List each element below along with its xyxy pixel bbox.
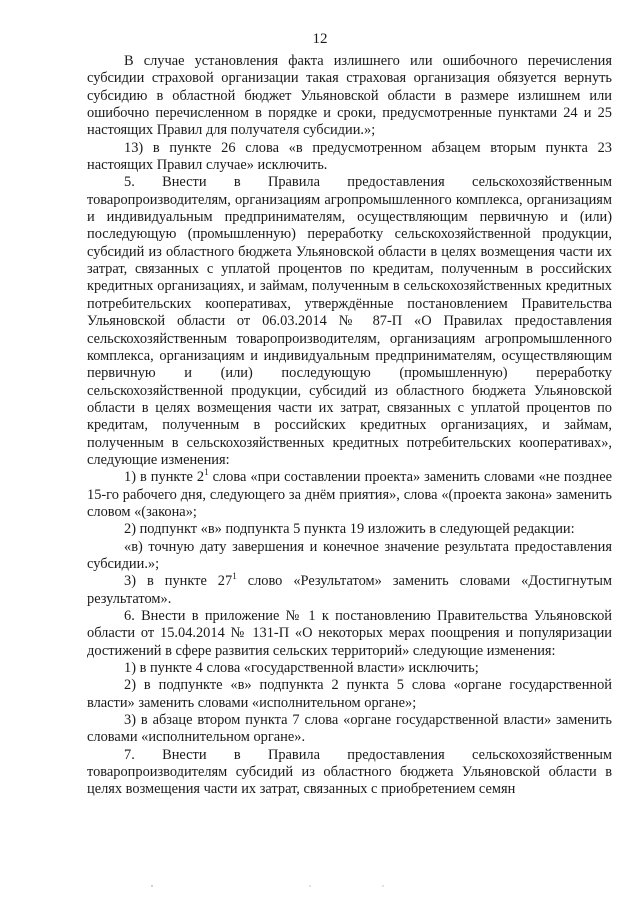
document-body — [87, 53, 612, 799]
paragraph-section-6-item-3: 3) в абзаце втором пункта 7 слова «органе государственной власти» заменить словами «исполнительном органе». — [87, 712, 612, 746]
paragraph-section-5-item-2-quote: «в) точную дату завершения и конечное значение результата предоставления субсидии.»; — [87, 538, 612, 572]
paragraph-subsidy-refund: В случае установления факта излишнего или ошибочного перечисления субсидии страховой организации такая страховая организация обязуется вернуть субсидию в областной бюджет Ульяновской области в размере излишнем или ошибочно перечисленном в порядке и сроки, предусмотренные пунктами 24 и 25 настоящих Правил для получателя субсидии.»; — [87, 53, 612, 139]
paragraph-section-6-item-1: 1) в пункте 4 слова «государственной власти» исключить; — [124, 660, 479, 677]
paragraph-section-5-item-3 — [87, 573, 612, 608]
item-1-rest: слова «при составлении проекта» заменить словами «не позднее 15-го рабочего дня, следующего за днём приятия», слова «(проекта закона» заменить словом «(закона»; — [87, 469, 612, 520]
paragraph-section-7: 7. Внести в Правила предоставления сельскохозяйственным товаропроизводителям субсидий из областного бюджета Ульяновской области в целях возмещения части их затрат, связанных с приобретением семян — [87, 746, 612, 798]
item-3-rest: слово «Результатом» заменить словами «Достигнутым результатом». — [87, 573, 612, 607]
scan-speck — [382, 885, 383, 886]
paragraph-section-5: 5. Внести в Правила предоставления сельскохозяйственным товаропроизводителям, организациям агропромышленного комплекса, организациям и индивидуальным предпринимателям, осуществляющим первичную и (или) последующую (промышленную) переработку сельскохозяйственной продукции, субсидий из областного бюджета Ульяновской области в целях возмещения части их затрат, связанных с уплатой процентов по кредитам, полученным в российских кредитных организациях, и займам, полученным в сельскохозяйственных кредитных потребительских кооперативах, утверждённые постановлением Правительства Ульяновской области от 06.03.2014 № 87-П «О Правилах предоставления сельскохозяйственным товаропроизводителям, организациям агропромышленного комплекса, организациям и индивидуальным предпринимателям, осуществляющим первичную и (или) последующую (промышленную) переработку сельскохозяйственной продукции, субсидий из областного бюджета Ульяновской области в целях возмещения части их затрат, связанных с уплатой процентов по кредитам, полученным в российских кредитных организациях, и займам, полученным в сельскохозяйственных кредитных потребительских кооперативах», следующие изменения: — [87, 174, 612, 468]
item-1-prefix: 1) в пункте 2 — [124, 469, 205, 486]
paragraph-section-6-item-2: 2) в подпункте «в» подпункта 2 пункта 5 слова «органе государственной власти» заменить словами «исполнительном органе»; — [87, 677, 612, 711]
paragraph-section-5-item-1 — [87, 469, 612, 521]
paragraph-section-6: 6. Внести в приложение № 1 к постановлению Правительства Ульяновской области от 15.04.2014 № 131-П «О некоторых мерах поощрения и популяризации достижений в сфере развития сельских территорий» следующие изменения: — [87, 608, 612, 659]
paragraph-item-13: 13) в пункте 26 слова «в предусмотренном абзацем вторым пункта 23 настоящих Правил случае» исключить. — [87, 139, 612, 174]
superscript-index: 1 — [232, 571, 237, 582]
superscript-index: 1 — [204, 467, 209, 478]
scan-specks — [0, 883, 640, 889]
scan-speck — [309, 885, 310, 886]
paragraph-section-5-item-2: 2) подпункт «в» подпункта 5 пункта 19 изложить в следующей редакции: — [124, 521, 575, 538]
scan-speck — [151, 885, 152, 886]
item-3-prefix: 3) в пункте 27 — [124, 573, 233, 590]
page-number: 12 — [312, 31, 328, 47]
